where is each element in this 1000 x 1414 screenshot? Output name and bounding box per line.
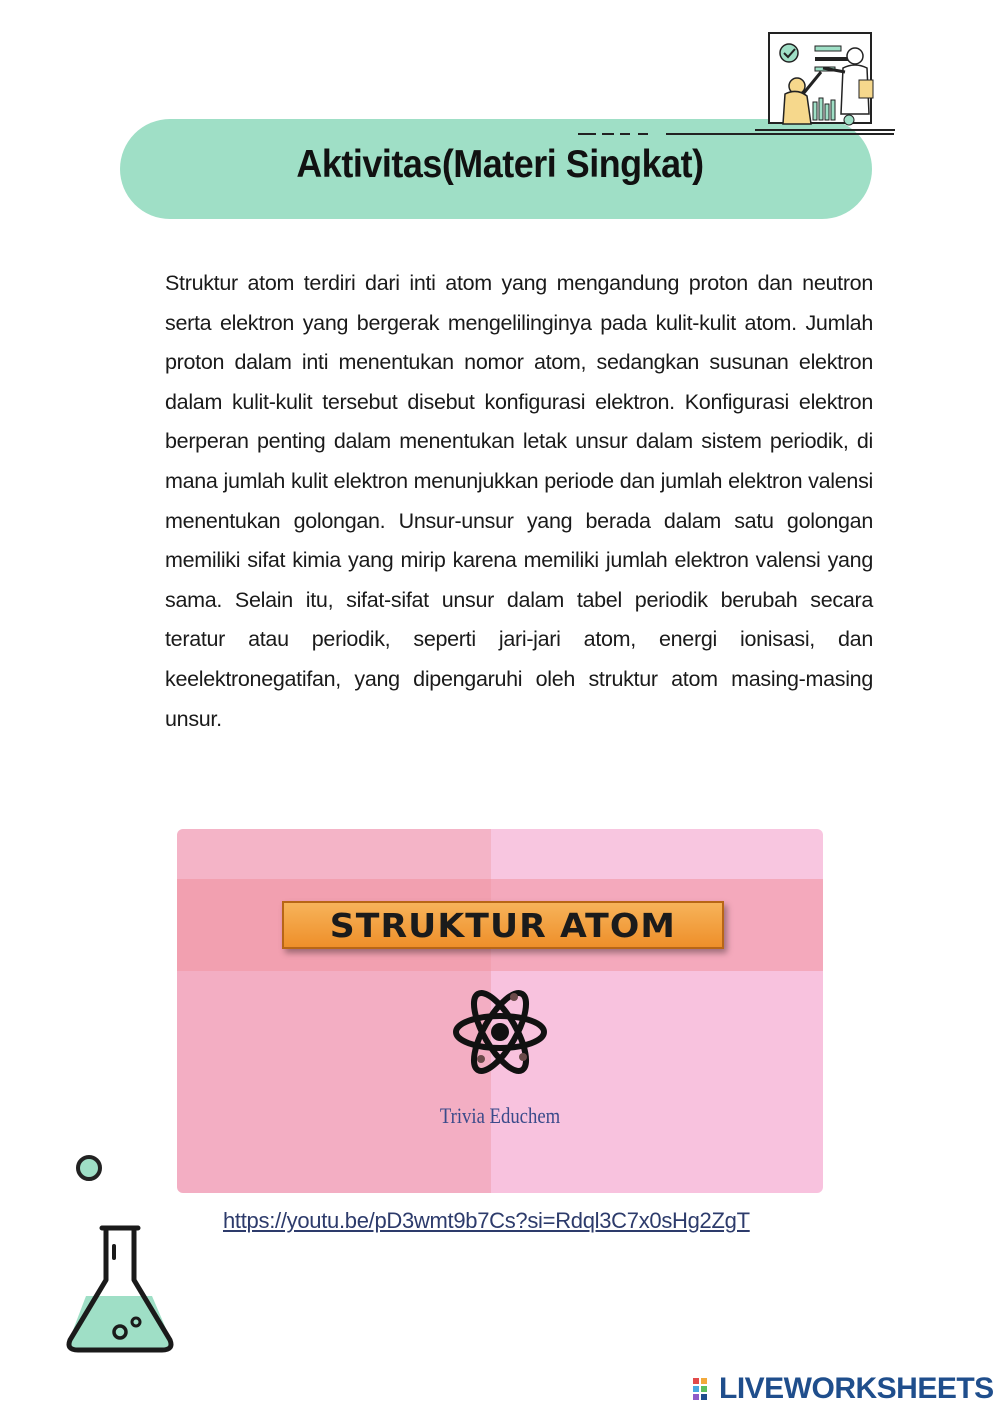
atom-icon (451, 979, 549, 1085)
lab-scientists-illustration (755, 28, 895, 136)
liveworksheets-brand (693, 1372, 994, 1406)
video-link[interactable]: https://youtu.be/pD3wmt9b7Cs?si=Rdql3C7x0sHg2ZgT (223, 1208, 750, 1233)
thumbnail-top-band (177, 829, 823, 879)
thumbnail-title: STRUKTUR ATOM (329, 905, 677, 945)
materi-paragraph: Struktur atom terdiri dari inti atom yang mengandung proton dan neutron serta elektron yang bergerak mengelilinginya pada kulit-kulit atom. Jumlah proton dalam inti menentukan nomor atom, sedangkan susunan elektron dalam kulit-kulit tersebut disebut konfigurasi elektron. Konfigurasi elektron berperan penting dalam menentukan letak unsur dalam sistem periodik, di mana jumlah kulit elektron menunjukkan periode dan jumlah elektron valensi menentukan golongan. Unsur-unsur yang berada dalam satu golongan memiliki sifat kimia yang mirip karena memiliki jumlah elektron valensi yang sama. Selain itu, sifat-sifat unsur dalam tabel periodik berubah secara teratur atau periodik, seperti jari-jari atom, energi ionisasi, dan keelektronegatifan, yang dipengaruhi oleh struktur atom masing-masing unsur. (165, 271, 873, 731)
thumbnail-caption: Trivia Educhem (439, 1103, 561, 1128)
brand-text: LIVEWORKSHEETS (719, 1372, 994, 1405)
liveworksheets-logo-icon (693, 1376, 715, 1402)
video-thumbnail[interactable] (177, 829, 823, 1193)
flask-icon (62, 1222, 178, 1354)
thumbnail-title-banner (282, 901, 724, 949)
bubble-icon (76, 1155, 102, 1181)
page-title: Aktivitas(Materi Singkat) (296, 143, 704, 186)
